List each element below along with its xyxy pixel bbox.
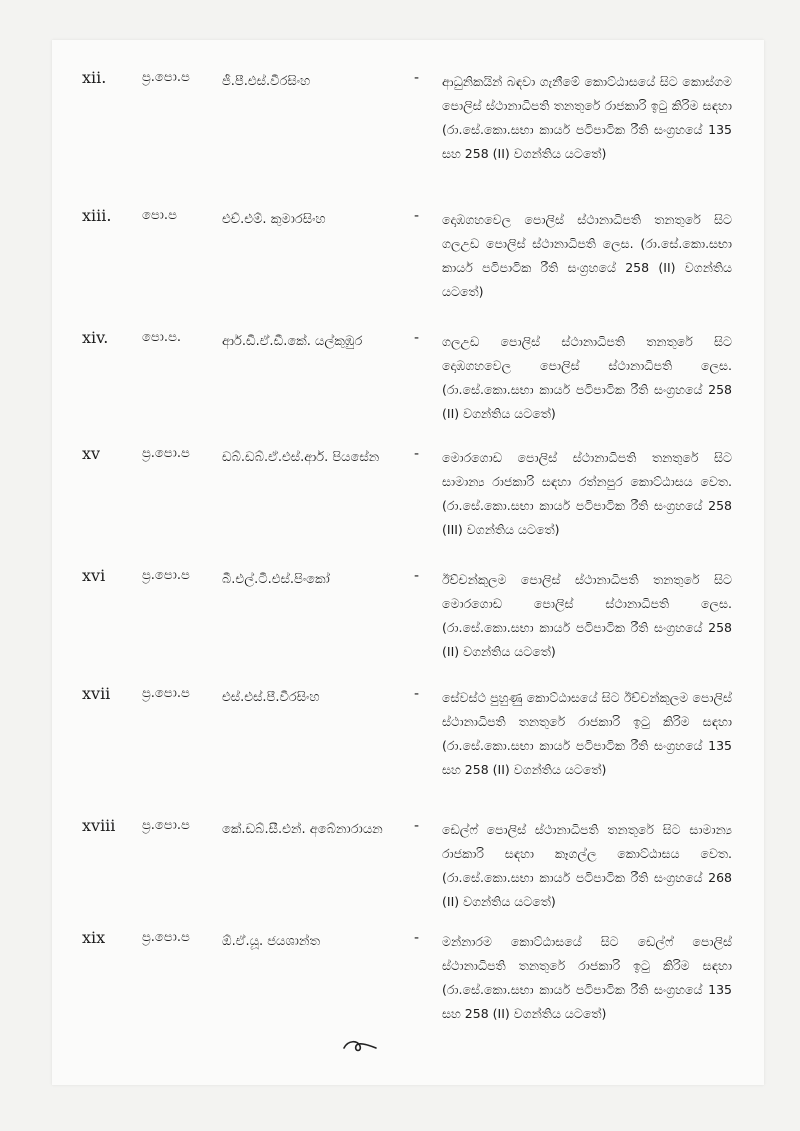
item-number: xviii xyxy=(82,816,116,835)
officer-rank: පො.ප xyxy=(142,208,177,223)
officer-name: එස්.එස්.පී.වීරසිංහ xyxy=(222,690,320,705)
separator-dash: - xyxy=(414,70,420,86)
officer-name: ඕ.ඒ.යූ. ජයශාන්ත xyxy=(222,934,321,949)
officer-rank: ප්‍ර.පො.ප xyxy=(142,818,190,833)
transfer-description: ඊච්චන්කුලම පොලිස් ස්ථානාධිපති තනතුරේ සිට මොරගොඩ පොලිස් ස්ථානාධිපති ලෙස. (රා.සේ.කො.සභා කාර්ය පටිපාටික රීති සංග්‍රහයේ 258 (II) වගන්තිය යටතේ) xyxy=(442,572,732,659)
handwritten-page-number-mark xyxy=(340,1036,380,1056)
separator-dash: - xyxy=(414,686,420,702)
item-number: xv xyxy=(82,444,101,463)
separator-dash: - xyxy=(414,818,420,834)
item-number: xiii. xyxy=(82,206,112,225)
item-number: xix xyxy=(82,928,106,947)
separator-dash: - xyxy=(414,330,420,346)
officer-rank: ප්‍ර.පො.ප xyxy=(142,70,190,85)
separator-dash: - xyxy=(414,446,420,462)
officer-rank: ප්‍ර.පො.ප xyxy=(142,568,190,583)
transfer-description: ඩෙල්ෆ් පොලිස් ස්ථානාධිපති තනතුරේ සිට සාමාන්‍ය රාජකාරි සඳහා කෑගල්ල කොට්ඨාසය වෙත. (රා.සේ.කො.සභා කාර්ය පටිපාටික රීති සංග්‍රහයේ 268 (II) වගන්තිය යටතේ) xyxy=(442,822,732,909)
document-page xyxy=(52,40,764,1085)
separator-dash: - xyxy=(414,208,420,224)
item-number: xvii xyxy=(82,684,111,703)
officer-rank: පො.ප. xyxy=(142,330,181,345)
officer-name: එච්.එම්. කුමාරසිංහ xyxy=(222,212,326,227)
separator-dash: - xyxy=(414,930,420,946)
transfer-description: සේවස්ථ පුහුණු කොට්ඨාසයේ සිට ඊච්චන්කුලම පොලිස් ස්ථානාධිපති තනතුරේ රාජකාරි ඉටු කිරිම සඳහා (රා.සේ.කො.සභා කාර්ය පටිපාටික රීති සංග්‍රහයේ 135 සහ 258 (II) වගන්තිය යටතේ) xyxy=(442,690,732,777)
officer-rank: ප්‍ර.පො.ප xyxy=(142,446,190,461)
separator-dash: - xyxy=(414,568,420,584)
item-number: xvi xyxy=(82,566,106,585)
officer-rank: ප්‍ර.පො.ප xyxy=(142,686,190,701)
transfer-description: මන්නාරම කොට්ඨාසයේ සිට ඩෙල්ෆ් පොලිස් ස්ථානාධිපති තනතුරේ රාජකාරි ඉටු කිරිම සඳහා (රා.සේ.කො.සභා කාර්ය පටිපාටික රීති සංග්‍රහයේ 135 සහ 258 (II) වගන්තිය යටතේ) xyxy=(442,934,732,1021)
item-number: xiv. xyxy=(82,328,109,347)
officer-rank: ප්‍ර.පො.ප xyxy=(142,930,190,945)
transfer-description: ආධුනිකයින් බඳවා ගැනීමේ කොට්ඨාසයේ සිට කොස්ගම පොලිස් ස්ථානාධිපති තනතුරේ රාජකාරි ඉටු කිරිම සඳහා (රා.සේ.කො.සභා කාර්ය පටිපාටික රීති සංග්‍රහයේ 135 සහ 258 (II) වගන්තිය යටතේ) xyxy=(442,74,732,161)
officer-name: ජී.පී.එස්.වීරසිංහ xyxy=(222,74,311,89)
officer-name: ආර්.ඩී.ඒ.ඩී.කේ. යල්කුඹුර xyxy=(222,334,363,349)
officer-name: කේ.ඩබ්.සී.එන්. අබේනාරායන xyxy=(222,822,383,837)
transfer-description: දොඹගහවෙල පොලිස් ස්ථානාධිපති තනතුරේ සිට ගලඋඩ පොලිස් ස්ථානාධිපති ලෙස. (රා.සේ.කො.සභා කාර්ය පටිපාටික රීති සංග්‍රහයේ 258 (II) වගන්තිය යටතේ) xyxy=(442,212,732,299)
officer-name: ඩබ්.ඩබ්.ඒ.එස්.ආර්. පියසේන xyxy=(222,450,380,465)
transfer-description: ගලඋඩ පොලිස් ස්ථානාධිපති තනතුරේ සිට දොඹගහවෙල පොලිස් ස්ථානාධිපති ලෙස.(රා.සේ.කො.සභා කාර්ය පටිපාටික රීති සංග්‍රහයේ 258 (II) වගන්තිය යටතේ) xyxy=(442,334,732,421)
item-number: xii. xyxy=(82,68,107,87)
officer-name: බී.එල්.ටී.එස්.පිංකෝ xyxy=(222,572,330,587)
transfer-description: මොරගොඩ පොලිස් ස්ථානාධිපති තනතුරේ සිට සාමාන්‍ය රාජකාරි සඳහා රත්නපුර කොට්ඨාසය වෙත. (රා.සේ.කො.සභා කාර්ය පටිපාටික රීති සංග්‍රහයේ 258 (III) වගන්තිය යටතේ) xyxy=(442,450,732,537)
